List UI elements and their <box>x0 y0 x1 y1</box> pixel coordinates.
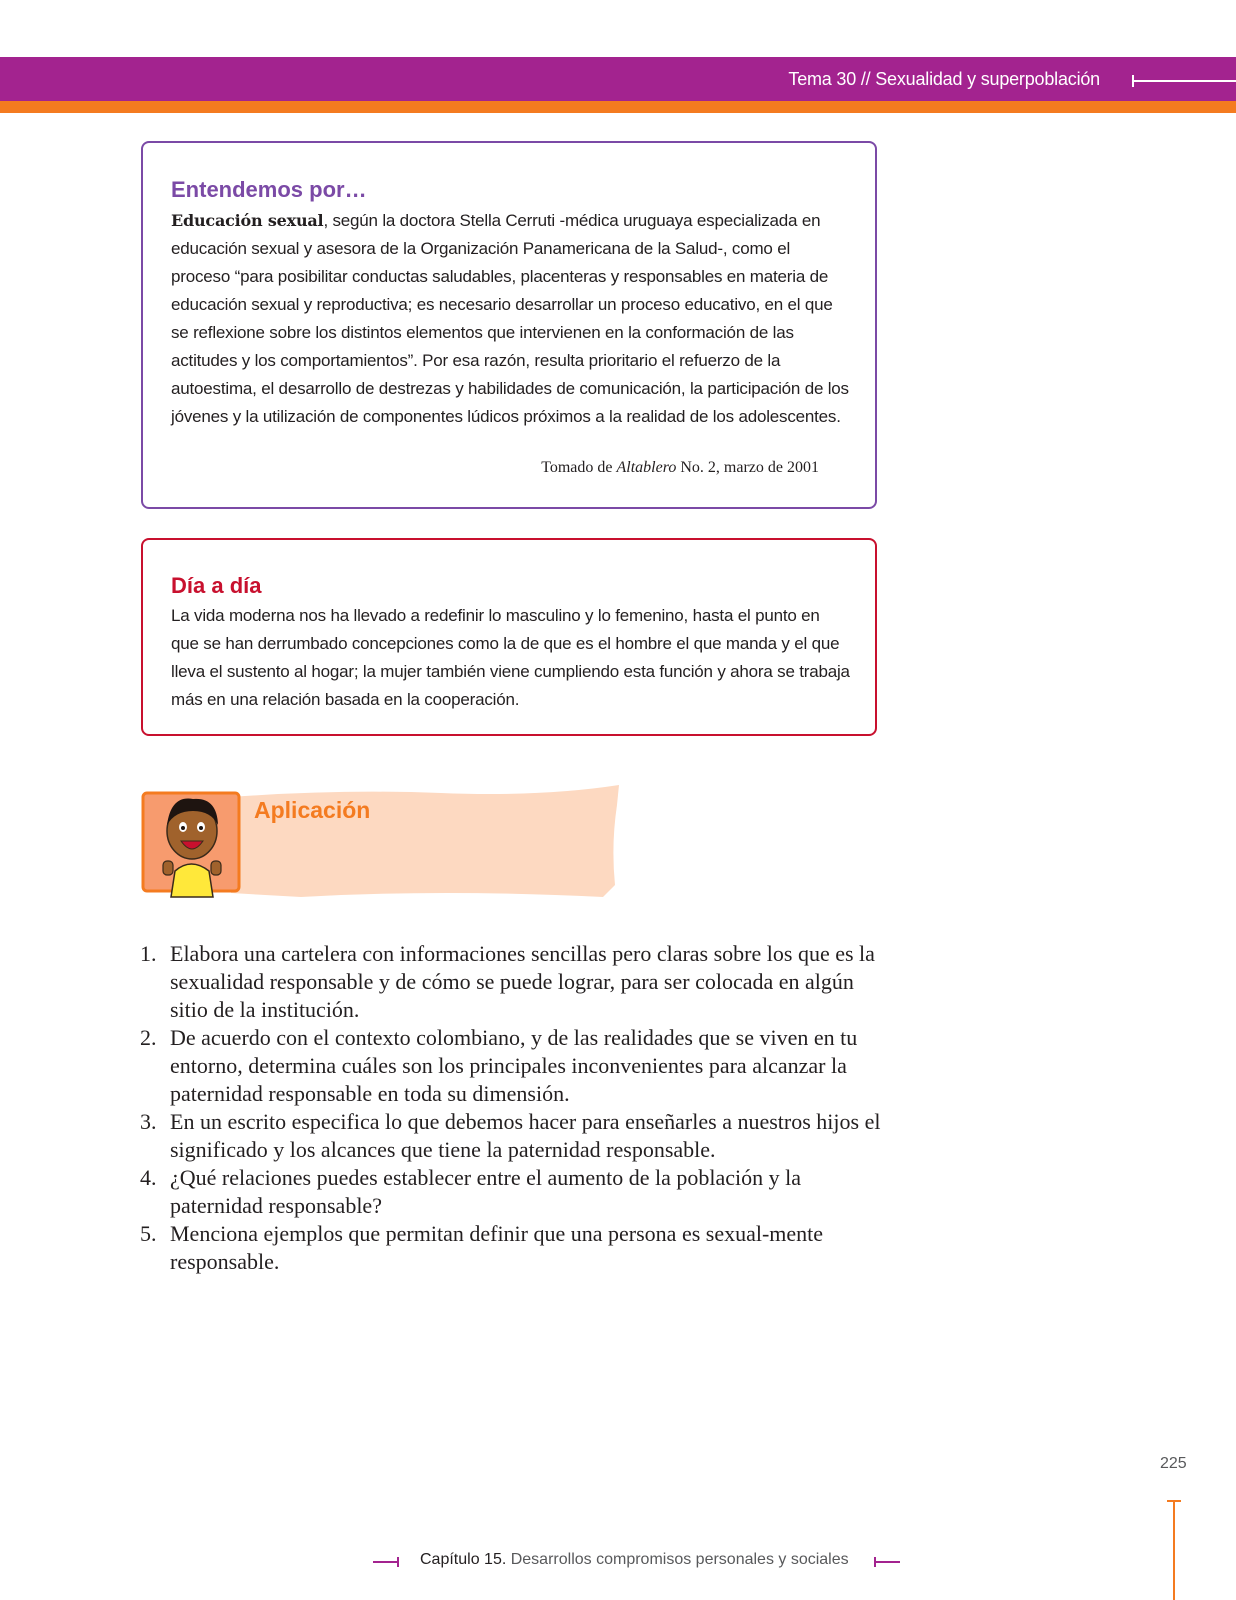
definition-text <box>171 207 851 431</box>
definition-body: , según la doctora Stella Cerruti -médica uruguaya especializada en educación sexual y asesora de la Organización Panamericana de la Salud-, como el proceso “para posibilitar conductas saludables, placenteras y responsables en materia de educación sexual y reproductiva; es necesario desarrollar un proceso educativo, en el que se reflexione sobre los distintos elementos que intervienen en la conformación de las actitudes y los comportamientos”. Por esa razón, resulta prioritario el refuerzo de la autoestima, el desarrollo de destrezas y habilidades de comunicación, la participación de los jóvenes y la utilización de componentes lúdicos próximos a la realidad de los adolescentes. <box>171 211 849 426</box>
source-suffix: No. 2, marzo de 2001 <box>676 459 819 476</box>
application-title: Aplicación <box>254 797 371 823</box>
item-number: 4. <box>140 1165 157 1190</box>
item-number: 1. <box>140 941 157 966</box>
footer-left-tick <box>397 1557 399 1567</box>
item-text: ¿Qué relaciones puedes establecer entre el aumento de la población y la paternidad responsable? <box>170 1165 801 1218</box>
item-text: En un escrito especifica lo que debemos hacer para enseñarles a nuestros hijos el significado y los alcances que tiene la paternidad responsable. <box>170 1109 881 1162</box>
item-text: De acuerdo con el contexto colombiano, y de las realidades que se viven en tu entorno, determina cuáles son los principales inconvenientes para alcanzar la paternidad responsable en toda su dimensión. <box>170 1025 858 1106</box>
application-banner <box>141 785 621 900</box>
page-number: 225 <box>1160 1455 1187 1472</box>
definition-box <box>141 141 877 509</box>
item-number: 5. <box>140 1221 157 1246</box>
list-item <box>136 1108 896 1164</box>
footer-right-rule <box>874 1561 900 1563</box>
header-stripe <box>0 101 1236 113</box>
list-item <box>136 940 896 1024</box>
chapter-number: Capítulo 15. <box>420 1551 507 1568</box>
source-title: Altablero <box>616 459 677 476</box>
item-number: 2. <box>140 1025 157 1050</box>
list-item <box>136 1024 896 1108</box>
footer-vertical-line <box>1173 1500 1175 1600</box>
day-to-day-text: La vida moderna nos ha llevado a redefinir lo masculino y lo femenino, hasta el punto en que se han derrumbado concepciones como la de que es el hombre el que manda y el que lleva el sustento al hogar; la mujer también viene cumpliendo esta función y ahora se trabaja más en una relación basada en la cooperación. <box>171 606 850 709</box>
day-to-day-box <box>141 538 877 736</box>
item-text: Elabora una cartelera con informaciones sencillas pero claras sobre los que es la sexualidad responsable y de cómo se puede lograr, para ser colocada en algún sitio de la institución. <box>170 941 875 1022</box>
definition-title: Entendemos por… <box>171 177 367 202</box>
list-item <box>136 1220 896 1276</box>
item-text: Menciona ejemplos que permitan definir que una persona es sexual-mente responsable. <box>170 1221 824 1274</box>
day-to-day-title: Día a día <box>171 573 262 598</box>
chapter-title: Desarrollos compromisos personales y sociales <box>506 1551 849 1568</box>
item-number: 3. <box>140 1109 157 1134</box>
list-item <box>136 1164 896 1220</box>
definition-source <box>541 459 819 477</box>
footer-left-rule <box>373 1561 399 1563</box>
footer-chapter <box>420 1551 849 1569</box>
header-line <box>1132 80 1236 82</box>
activities-list <box>136 940 896 1276</box>
source-prefix: Tomado de <box>541 459 617 476</box>
definition-term: Educación sexual <box>171 211 324 230</box>
topic-title: Tema 30 // Sexualidad y superpoblación <box>788 69 1100 89</box>
